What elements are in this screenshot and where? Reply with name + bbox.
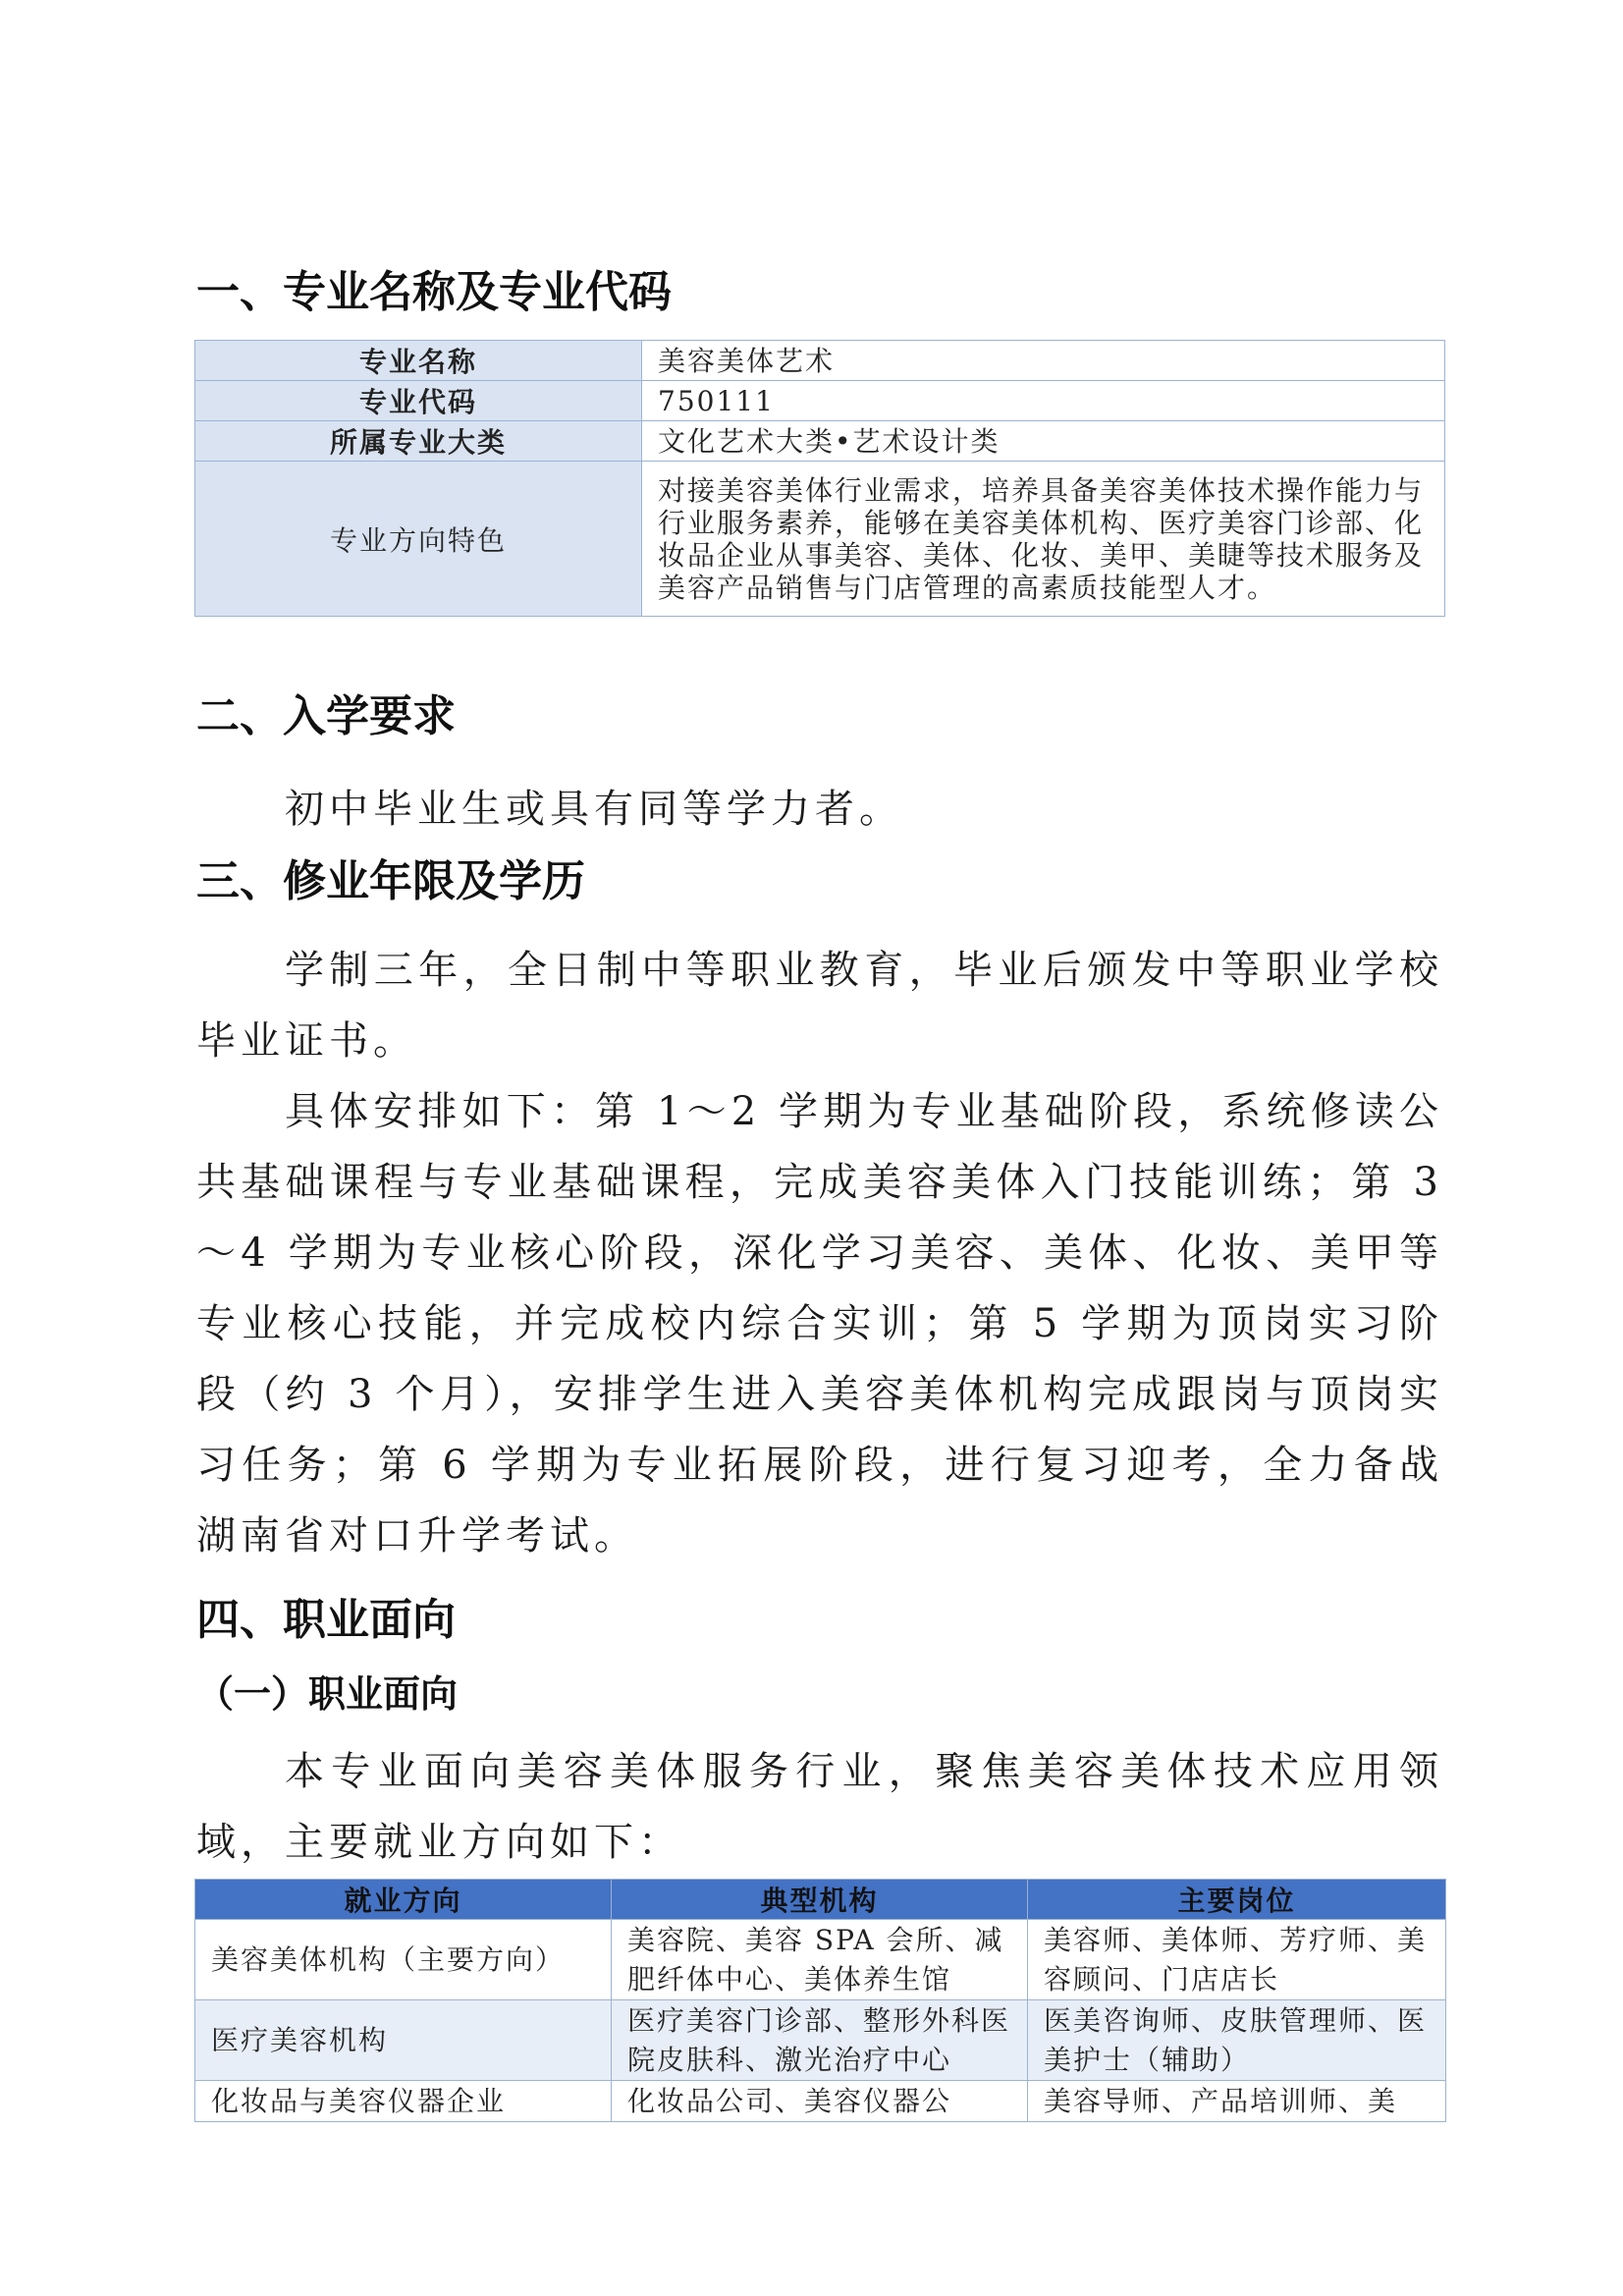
table-row: [195, 1920, 1446, 2000]
section-4-title: 四、职业面向: [196, 1595, 456, 1645]
duration-paragraph: 学制三年，全日制中等职业教育，毕业后颁发中等职业学校毕业证书。: [196, 948, 1443, 1064]
institutions-cell: 医疗美容门诊部、整形外科医院皮肤科、激光治疗中心: [612, 2000, 1028, 2081]
major-info-table: [194, 340, 1445, 617]
arrangement-paragraph: 具体安排如下：第 1～2 学期为专业基础阶段，系统修读公共基础课程与专业基础课程，完成美容美体入门技能训练；第 3～4 学期为专业核心阶段，深化学习美容、美体、化妆、美甲等专业核心技能，并完成校内综合实训；第 5 学期为顶岗实习阶段（约 3 个月），安排学生进入美容美体机构完成跟岗与顶岗实习任务；第 6 学期为专业拓展阶段，进行复习迎考，全力备战湖南省对口升学考试。: [196, 1089, 1443, 1558]
admission-paragraph: 初中毕业生或具有同等学力者。: [285, 787, 903, 832]
table-row: [195, 421, 1445, 462]
major-name-label: 专业名称: [195, 341, 642, 381]
table-header-row: [195, 1880, 1446, 1920]
direction-cell: 化妆品与美容仪器企业: [195, 2081, 612, 2122]
major-category-label: 所属专业大类: [195, 421, 642, 462]
positions-cell: 医美咨询师、皮肤管理师、医美护士（辅助）: [1028, 2000, 1446, 2081]
major-category-value: 文化艺术大类•艺术设计类: [642, 421, 1445, 462]
column-header-direction: 就业方向: [195, 1880, 612, 1920]
section-2-title: 二、入学要求: [196, 691, 456, 741]
table-row: [195, 341, 1445, 381]
major-code-label: 专业代码: [195, 381, 642, 421]
table-row: [195, 2000, 1446, 2081]
institutions-cell: 美容院、美容 SPA 会所、减肥纤体中心、美体养生馆: [612, 1920, 1028, 2000]
career-intro-paragraph: 本专业面向美容美体服务行业，聚焦美容美体技术应用领域，主要就业方向如下：: [196, 1749, 1443, 1865]
positions-cell: 美容师、美体师、芳疗师、美容顾问、门店店长: [1028, 1920, 1446, 2000]
column-header-institutions: 典型机构: [612, 1880, 1028, 1920]
career-table: [194, 1879, 1446, 2122]
institutions-cell: 化妆品公司、美容仪器公: [612, 2081, 1028, 2122]
section-3-title: 三、修业年限及学历: [196, 856, 585, 906]
major-direction-value: 对接美容美体行业需求，培养具备美容美体技术操作能力与行业服务素养，能够在美容美体机构、医疗美容门诊部、化妆品企业从事美容、美体、化妆、美甲、美睫等技术服务及美容产品销售与门店管理的高素质技能型人才。: [642, 462, 1445, 617]
direction-cell: 美容美体机构（主要方向）: [195, 1920, 612, 2000]
major-code-value: 750111: [642, 381, 1445, 421]
table-row: [195, 462, 1445, 617]
major-direction-label: 专业方向特色: [195, 462, 642, 617]
major-name-value: 美容美体艺术: [642, 341, 1445, 381]
section-1-title: 一、专业名称及专业代码: [196, 267, 672, 317]
positions-cell: 美容导师、产品培训师、美: [1028, 2081, 1446, 2122]
table-row: [195, 381, 1445, 421]
column-header-positions: 主要岗位: [1028, 1880, 1446, 1920]
section-4-subtitle: （一）职业面向: [196, 1672, 459, 1716]
direction-cell: 医疗美容机构: [195, 2000, 612, 2081]
table-row: [195, 2081, 1446, 2122]
